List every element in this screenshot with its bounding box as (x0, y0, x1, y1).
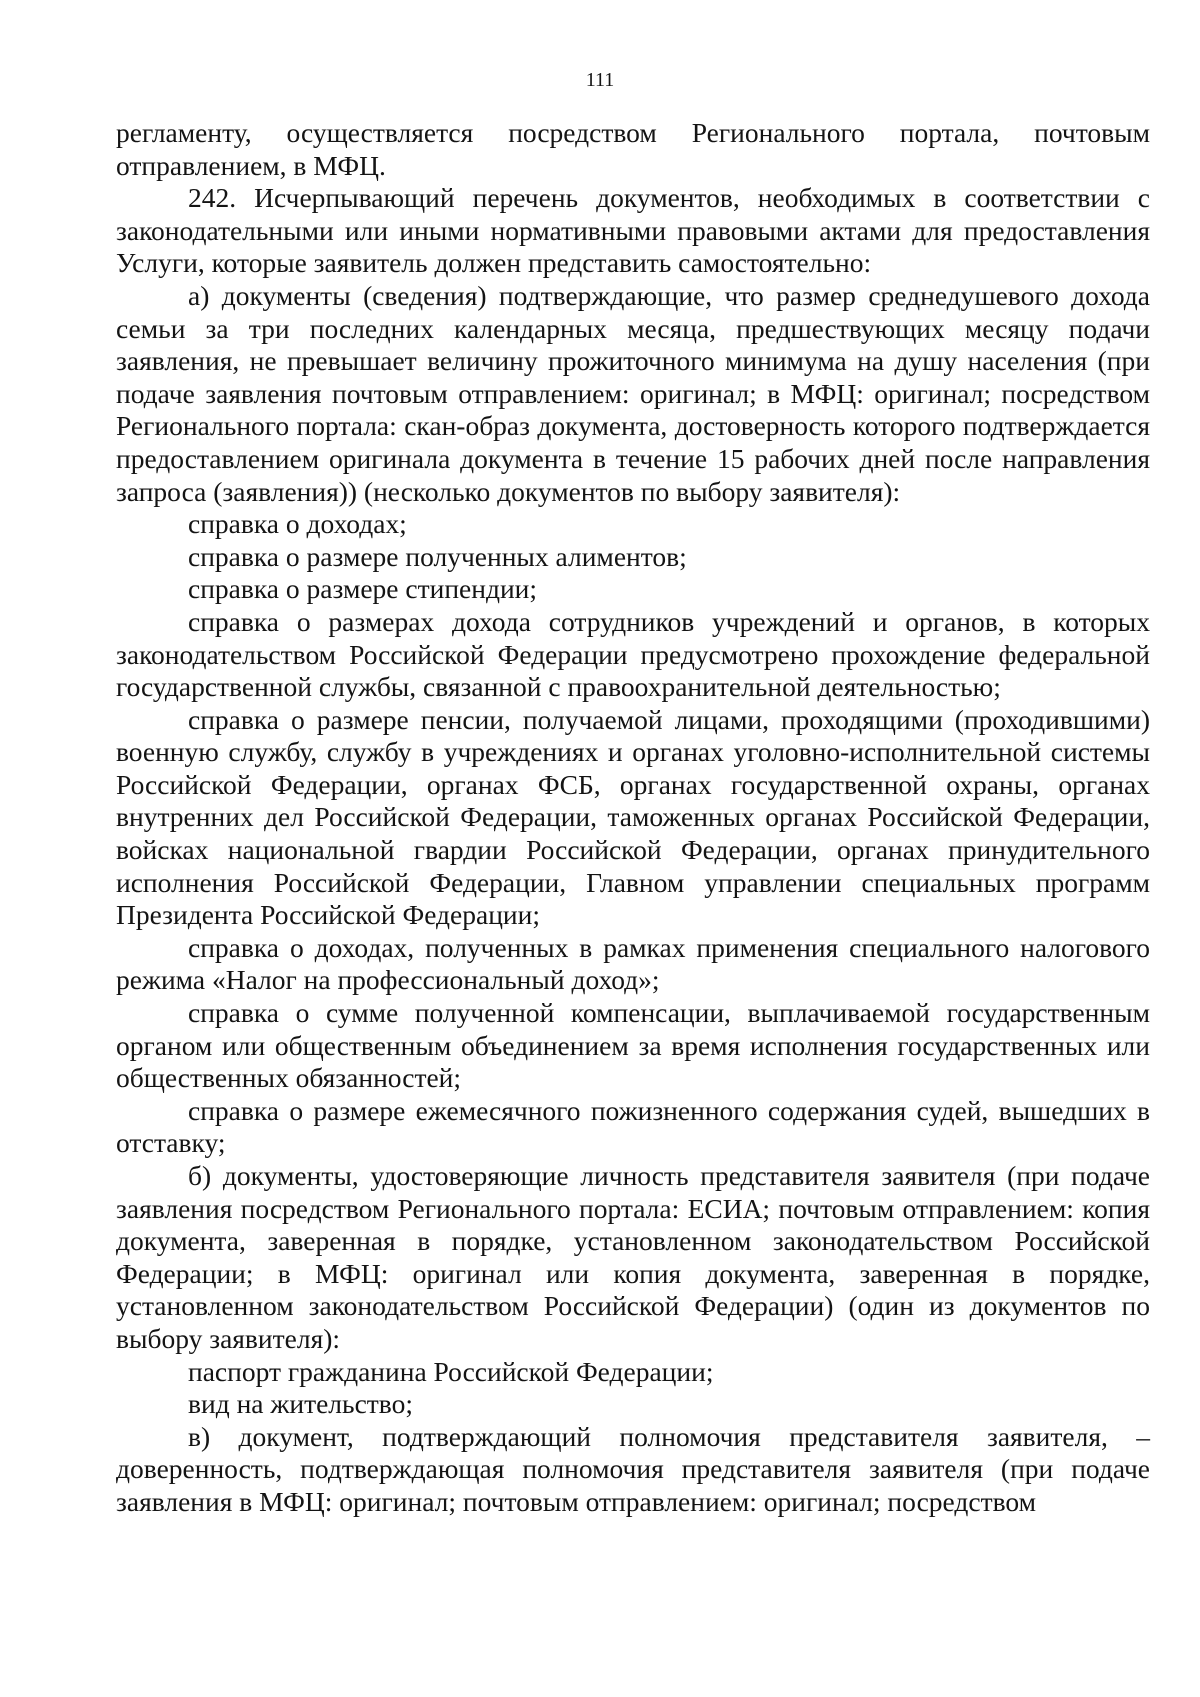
list-item: справка о размере полученных алиментов; (188, 540, 687, 572)
list-item: справка о размерах дохода сотрудников учреждений и органов, в которых законодательством Российской Федерации предусмотрено прохождение федеральной государственной службы, связанной с правоохранительной деятельностью; (116, 605, 1150, 703)
document-body (116, 117, 1150, 1519)
paragraph: а) документы (сведения) подтверждающие, что размер среднедушевого дохода семьи за три последних календарных месяца, предшествующих месяцу подачи заявления, не превышает величину прожиточного минимума на душу населения (при подаче заявления почтовым отправлением: оригинал; в МФЦ: оригинал; посредством Регионального портала: скан-образ документа, достоверность которого подтверждается предоставлением оригинала документа в течение 15 рабочих дней после направления запроса (заявления)) (несколько документов по выбору заявителя): (116, 279, 1150, 507)
paragraph: б) документы, удостоверяющие личность представителя заявителя (при подаче заявления посредством Регионального портала: ЕСИА; почтовым отправлением: копия документа, заверенная в порядке, установленном законодательством Российской Федерации; в МФЦ: оригинал или копия документа, заверенная в порядке, установленном законодательством Российской Федерации) (один из документов по выбору заявителя): (116, 1160, 1150, 1354)
page-number: 111 (585, 69, 615, 91)
list-item: справка о размере ежемесячного пожизненного содержания судей, вышедших в отставку; (116, 1094, 1150, 1159)
list-item: паспорт гражданина Российской Федерации; (188, 1355, 714, 1387)
paragraph: регламенту, осуществляется посредством Регионального портала, почтовым отправлением, в МФЦ. (116, 117, 1150, 181)
list-item: вид на жительство; (188, 1388, 413, 1420)
paragraph: в) документ, подтверждающий полномочия представителя заявителя, – доверенность, подтверждающая полномочия представителя заявителя (при подаче заявления в МФЦ: оригинал; почтовым отправлением: оригинал; посредством (116, 1420, 1150, 1517)
paragraph: 242. Исчерпывающий перечень документов, необходимых в соответствии с законодательными или иными нормативными правовыми актами для предоставления Услуги, которые заявитель должен представить самостоятельно: (116, 182, 1150, 279)
list-item: справка о доходах, полученных в рамках применения специального налогового режима «Налог на профессиональный доход»; (116, 931, 1150, 996)
list-item: справка о размере стипендии; (188, 573, 538, 605)
list-item: справка о размере пенсии, получаемой лицами, проходящими (проходившими) военную службу, службу в учреждениях и органах уголовно-исполнительной системы Российской Федерации, органах ФСБ, органах государственной охраны, органах внутренних дел Российской Федерации, таможенных органах Российской Федерации, войсках национальной гвардии Российской Федерации, органах принудительного исполнения Российской Федерации, Главном управлении специальных программ Президента Российской Федерации; (116, 703, 1150, 931)
list-item: справка о доходах; (188, 508, 407, 540)
list-item: справка о сумме полученной компенсации, выплачиваемой государственным органом или общественным объединением за время исполнения государственных или общественных обязанностей; (116, 997, 1150, 1094)
